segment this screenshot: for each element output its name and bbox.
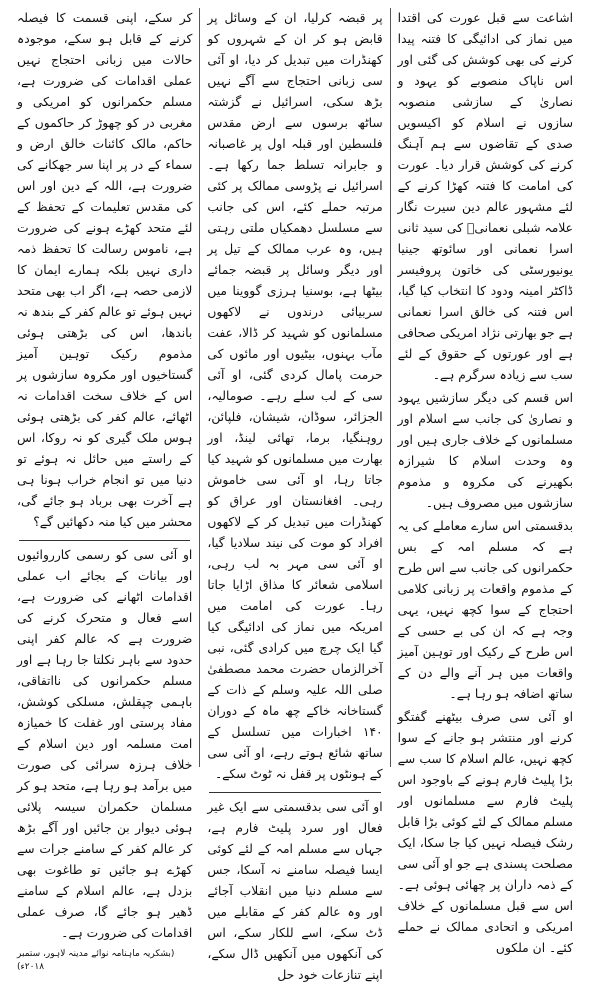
paragraph: او آئی سی بدقسمتی سے ایک غیر فعال اور سرد پلیٹ فارم ہے، جہاں سے مسلم امہ کے لئے کوئی ایسا فیصلہ سامنے نہ آسکا، جس سے مسلم دنیا میں انقلاب آجائے اور وہ عالم کفر کے مقابلے میں ڈٹ سکے، اسے للکار سکے، اس کی آنکھوں میں آنکھیں ڈال سکے، اپنے تنازعات خود حل [207, 800, 383, 982]
paragraph: کر سکے، اپنی قسمت کا فیصلہ کرنے کے قابل ہو سکے، موجودہ حالات میں زبانی احتجاج نہیں عملی اقدامات کی ضرورت ہے، مسلم حکمرانوں کو امریکی و مغربی در کو چھوڑ کر حاکموں کے حاکم، مالک کائنات خالق ارض و سماء کے در پر اپنا سر جھکانے کی ضرورت ہے، اللہ کے دین اور اس کی مقدس تعلیمات کے تحفظ کے لئے متحد کھڑے ہونے کی ضرورت ہے، ناموس رسالت کا تحفظ ذمہ داری نہیں بلکہ ہمارے ایمان کا لازمی حصہ ہے، اگر اب بھی متحد نہیں ہوئے تو عالم کفر کے بندھ نہ باندھا، اس کی بڑھتی ہوئی مذموم رکیک توہین آمیز گستاخیوں اور مکروہ سازشوں پر اس کے خلاف سخت اقدامات نہ اٹھائے، عالم کفر کی بڑھتی ہوئی ہوس ملک گیری کو نہ روکا، اس کے راستے میں حائل نہ ہوئے تو دنیا میں تو انجام خراب ہونا ہی ہے آخرت بھی برباد ہو جائے گی، محشر میں کیا منہ دکھائیں گے؟ [17, 11, 193, 529]
paragraph: او آئی سی کو رسمی کارروائیوں اور بیانات کے بجائے اب عملی اقدامات اٹھانے کی ضرورت ہے، اسے فعال و متحرک کرنے کی ضرورت ہے کہ عالم کفر اپنی حدود سے باہر نکلتا جا رہا ہے اور مسلم حکمرانوں کی نااتفاقی، باہمی چپقلش، مسلکی کوشش، مفاد پرستی اور غفلت کا خمیازہ امت مسلمہ اور دین اسلام کے خلاف ہرزہ سرائی کی صورت میں برآمد ہو رہا ہے، متحد ہو کر مسلمان حکمران سیسہ پلائی ہوئی دیوار بن جائیں اور آگے بڑھ کر عالم کفر کے سامنے جرات سے کھڑے ہو جائیں تو طاغوت بھی بزدل ہے، عالم اسلام کے سامنے ڈھیر ہو جائے گا، صرف عملی اقدامات کی ضرورت ہے۔ [17, 548, 193, 940]
paragraph: اس قسم کی دیگر سازشیں یہود و نصاریٰ کی جانب سے اسلام اور مسلمانوں کے خلاف جاری ہیں اور وہ وحدت اسلام کا شیرازہ بکھیرنے کی مکروہ و مذموم سازشوں میں مصروف ہیں۔ [397, 391, 573, 510]
paragraph: او آئی سی صرف بیٹھنے گفتگو کرنے اور منتشر ہو جانے کے سوا کچھ نہیں، عالم اسلام کا سب سے بڑا پلیٹ فارم ہونے کے باوجود اس پلیٹ فارم سے مسلمانوں اور مسلم ممالک کے لئے کوئی بڑا قابل رشک فیصلہ نہیں کیا جا سکا، ایک مصلحت پسندی ہے جو او آئی سی کے ذمہ داران پر چھائی ہوئی ہے۔ اس سے قبل مسلمانوں کے خلاف امریکی و اتحادی ممالک نے حملے کئے۔ ان ملکوں [397, 710, 573, 955]
source-credit: (بشکریہ ماہنامہ نوائے مدینہ لاہور، ستمبر ۲۰۱۸ء) [17, 949, 175, 972]
article-columns [10, 8, 580, 982]
paragraph: اشاعت سے قبل عورت کی اقتدا میں نماز کی ادائیگی کا فتنہ پیدا کرنے کی بھی کوشش کی گئی اور اس ناپاک منصوبے کو یہود و نصاریٰ کے سازشی منصوبہ سازوں نے اسلام کو اکیسویں صدی کے تقاضوں سے ہم آہنگ کرنے کی کوشش قرار دیا۔ عورت کی امامت کا فتنہ کھڑا کرنے کے لئے مشہور عالم دین سیرت نگار علامہ شبلی نعمانیؒ کی سید ثانی اسرا نعمانی اور سائوتھ جینیا یونیورسٹی کی خاتون پروفیسر ڈاکٹر امینہ ودود کا انتخاب کیا گیا، اس فتنہ کی خالق اسرا نعمانی ہے جو بھارتی نژاد امریکی صحافی ہے اور عورتوں کے حقوق کے لئے سب سے زیادہ سرگرم ہے۔ [397, 11, 573, 382]
paragraph-divider [19, 540, 190, 541]
paragraph: پر قبضہ کرلیا، ان کے وسائل پر قابض ہو کر ان کے شہروں کو کھنڈرات میں تبدیل کر دیا، او آئی سی زبانی احتجاج سے آگے نہیں بڑھ سکی، اسرائیل نے گزشتہ ساٹھ برسوں سے ارض مقدس فلسطین اور قبلہ اول پر غاصبانہ و جابرانہ تسلط جما رکھا ہے۔ اسرائیل نے پڑوسی ممالک پر کئی مرتبہ حملے کئے، اس کی جانب سے مسلسل دھمکیاں ملتی رہتی ہیں، وہ عرب ممالک کے تیل پر اور دیگر وسائل پر قبضہ جمائے بیٹھا ہے، بوسنیا ہرزی گووینا میں سربیائی درندوں نے لاکھوں مسلمانوں کو شہید کر ڈالا، عفت مآب بہنوں، بیٹیوں اور مائوں کی حرمت پامال کردی گئی، او آئی سی کے لب سلے رہے۔ صومالیہ، الجزائر، سوڈان، شیشان، فلپائن، روہنگیا، برما، تھائی لینڈ، اور بھارت میں مسلمانوں کو شہید کیا جاتا رہا، او آئی سی خاموش رہی۔ افغانستان اور عراق کو کھنڈرات میں تبدیل کر کے لاکھوں افراد کو موت کی نیند سلادیا گیا، او آئی سی مہر بہ لب رہی، اسلامی شعائر کا مذاق اڑایا جاتا رہا۔ عورت کی امامت میں امریکہ میں نماز کی ادائیگی کیا گیا ایک چرچ میں کرادی گئی، نبی آخرالزماں حضرت محمد مصطفیٰ صلی اللہ علیہ وسلم کے ذات کے گستاخانہ خاکے چھ ماہ کے دوران ۱۴۰ اخبارات میں تسلسل کے ساتھ شائع ہوتے رہے، او آئی سی کے ہونٹوں پر قفل نہ ٹوٹ سکے۔ [207, 11, 383, 781]
column-middle [200, 8, 390, 982]
paragraph-divider [209, 792, 380, 793]
column-left [10, 8, 200, 972]
paragraph: بدقسمتی اس سارے معاملے کی یہ ہے کہ مسلم امہ کے بس حکمرانوں کی جانب سے اس طرح کے مذموم واقعات پر زبانی کلامی احتجاج کے سوا کچھ نہیں، یہی وجہ ہے کہ ان کی بے حسی کے اس طرح کے رکیک اور توہین آمیز واقعات میں ہر آنے والے دن کے ساتھ اضافہ ہو رہا ہے۔ [397, 519, 573, 701]
column-right [391, 8, 580, 955]
